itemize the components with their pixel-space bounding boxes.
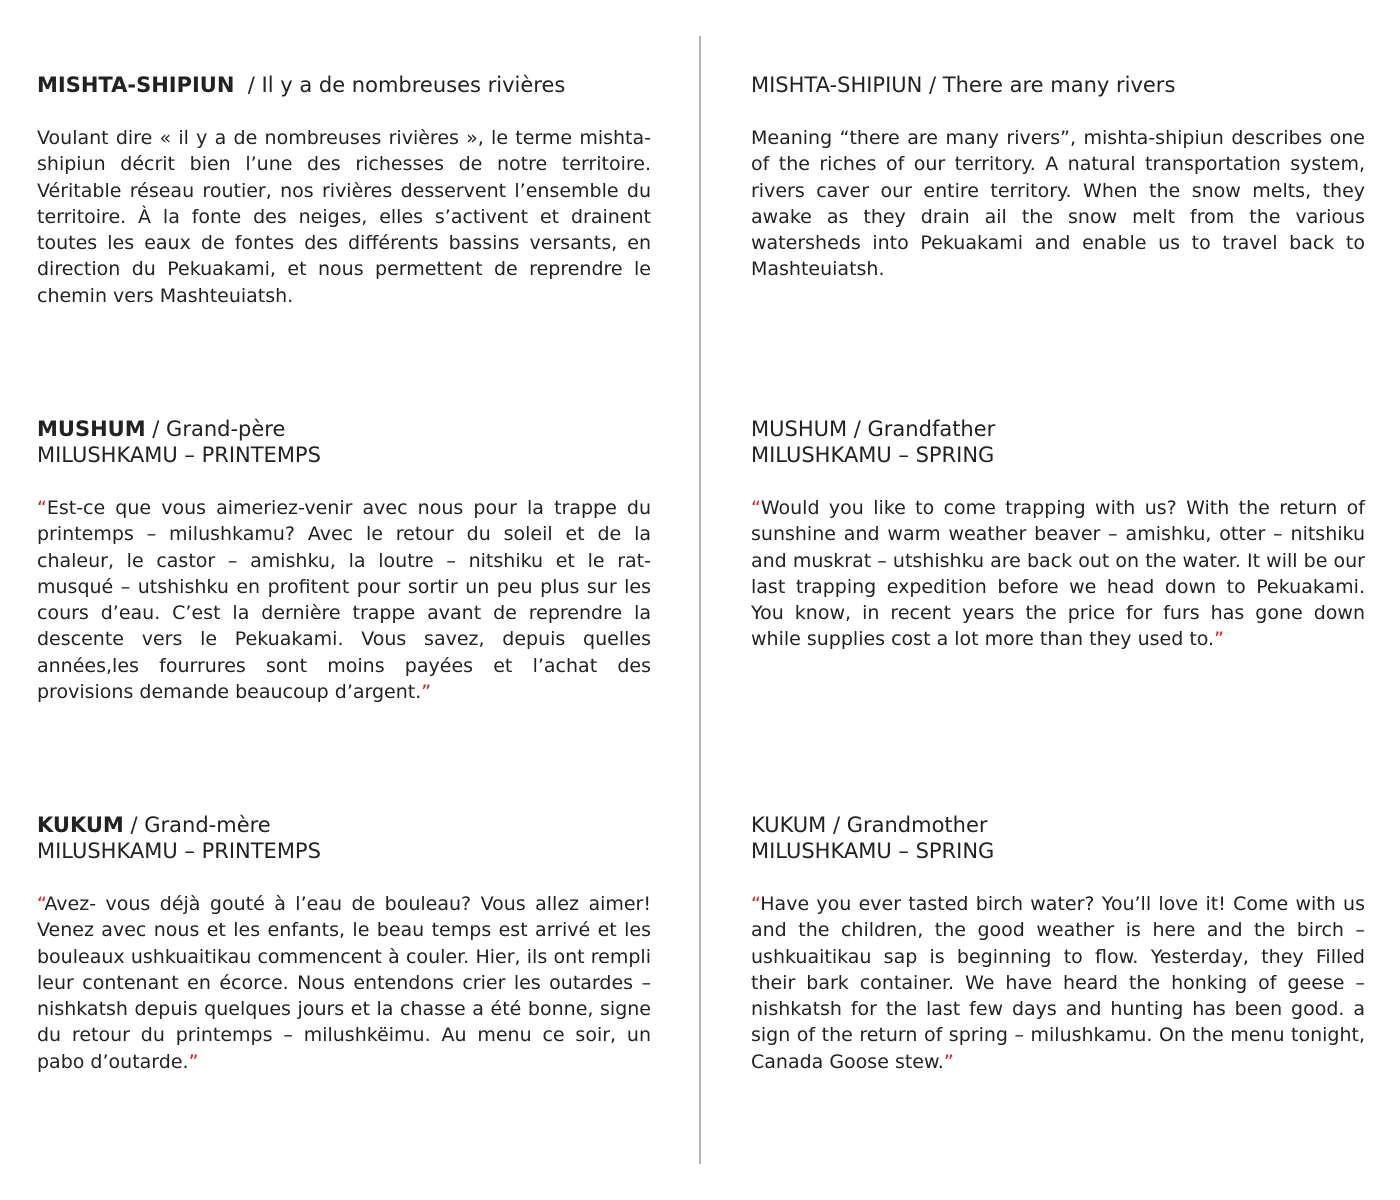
en-kukum-quote xyxy=(751,891,1365,1075)
fr-kukum-translation: Grand-mère xyxy=(144,813,271,837)
close-quote-mark: ” xyxy=(421,681,432,704)
open-quote-mark: “ xyxy=(37,893,45,915)
close-quote-mark: ” xyxy=(943,1050,954,1073)
fr-kukum-quote xyxy=(37,891,651,1075)
fr-rivers-section xyxy=(37,72,651,309)
fr-kukum-sep: / xyxy=(123,813,145,837)
fr-kukum-body: Avez- vous déjà gouté à l’eau de bouleau? Vous allez aimer! Venez avec nous et les enfants, le beau temps est arrivé et les bouleaux ushkuaitikau commencent à couler. Hier, ils ont rempli leur contenant en écorce. Nous entendons crier les outardes – nishkatsh depuis quelques jours et la chasse a été bonne, signe du retour du printemps – milushkëimu. Au menu ce soir, un pabo d’outarde. xyxy=(37,893,651,1073)
open-quote-mark: “ xyxy=(37,497,47,519)
en-rivers-section xyxy=(751,72,1365,283)
fr-rivers-heading xyxy=(37,72,651,98)
fr-mushum-body: Est-ce que vous aimeriez-venir avec nous pour la trappe du printemps – milushkamu? Avec le retour du soleil et de la chaleur, le castor – amishku, la loutre – nitshiku et le rat-musqué – utshishku en profitent pour sortir un peu plus sur les cours d’eau. C’est la dernière trappe avant de reprendre la descente vers le Pekuakami. Vous savez, depuis quelles années,les fourrures sont moins payées et l’achat des provisions demande beaucoup d’argent. xyxy=(37,497,651,704)
open-quote-mark: “ xyxy=(751,497,761,519)
fr-mushum-sep: / xyxy=(145,417,167,441)
fr-kukum-heading xyxy=(37,812,651,838)
close-quote-mark: ” xyxy=(1214,628,1224,651)
fr-mushum-section xyxy=(37,416,651,705)
fr-kukum-section xyxy=(37,812,651,1075)
en-kukum-season: MILUSHKAMU – SPRING xyxy=(751,839,995,863)
en-mushum-body: Would you like to come trapping with us? With the return of sunshine and warm weather beaver – amishku, otter – nitshiku and muskrat – utshishku are back out on the water. It will be our last trapping expedition before we head down to Pekuakami. You know, in recent years the price for furs has gone down while supplies cost a lot more than they used to. xyxy=(751,497,1365,651)
fr-kukum-season: MILUSHKAMU – PRINTEMPS xyxy=(37,839,321,863)
en-rivers-heading: MISHTA-SHIPIUN / There are many rivers xyxy=(751,73,1176,97)
fr-mushum-heading xyxy=(37,416,651,442)
fr-rivers-title: MISHTA-SHIPIUN xyxy=(37,73,235,97)
fr-kukum-title: KUKUM xyxy=(37,813,124,837)
en-mushum-season: MILUSHKAMU – SPRING xyxy=(751,443,995,467)
column-divider xyxy=(699,36,701,1164)
fr-rivers-body: Voulant dire « il y a de nombreuses rivières », le terme mishta-shipiun décrit bien l’une des richesses de notre territoire. Véritable réseau routier, nos rivières desservent l’ensemble du territoire. À la fonte des neiges, elles s’activent et drainent toutes les eaux de fontes des différents bassins versants, en direction du Pekuakami, et nous permettent de reprendre le chemin vers Mashteuiatsh. xyxy=(37,127,651,307)
fr-mushum-season: MILUSHKAMU – PRINTEMPS xyxy=(37,443,321,467)
en-kukum-heading: KUKUM / Grandmother xyxy=(751,813,988,837)
en-mushum-section xyxy=(751,416,1365,653)
en-mushum-heading: MUSHUM / Grandfather xyxy=(751,417,996,441)
close-quote-mark: ” xyxy=(188,1050,199,1073)
en-kukum-section xyxy=(751,812,1365,1075)
open-quote-mark: “ xyxy=(751,893,761,915)
fr-mushum-quote xyxy=(37,495,651,705)
en-mushum-quote xyxy=(751,495,1365,653)
fr-mushum-title: MUSHUM xyxy=(37,417,146,441)
fr-rivers-translation: Il y a de nombreuses rivières xyxy=(261,73,566,97)
fr-mushum-translation: Grand-père xyxy=(166,417,286,441)
en-rivers-body: Meaning “there are many rivers”, mishta-shipiun describes one of the riches of our territory. A natural transportation system, rivers caver our entire territory. When the snow melts, they awake as they drain ail the snow melt from the various watersheds into Pekuakami and enable us to travel back to Mashteuiatsh. xyxy=(751,127,1365,281)
en-kukum-body: Have you ever tasted birch water? You’ll love it! Come with us and the children, the good weather is here and the birch – ushkuaitikau sap is beginning to flow. Yesterday, they Filled their bark container. We have heard the honking of geese – nishkatsh for the last few days and hunting has been good. a sign of the return of spring – milushkamu. On the menu tonight, Canada Goose stew. xyxy=(751,893,1365,1073)
fr-rivers-sep: / xyxy=(234,73,262,97)
